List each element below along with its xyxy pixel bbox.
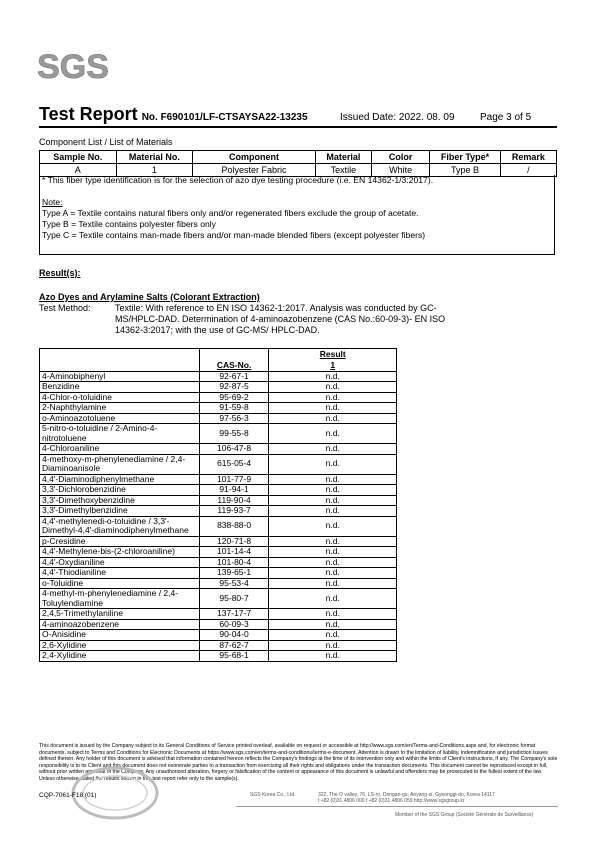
cas-number: 95-69-2 (199, 392, 269, 403)
substance-name: 4,4'-Diaminodiphenylmethane (40, 474, 200, 485)
cas-number: 92-67-1 (199, 371, 269, 382)
table-row (40, 413, 397, 424)
substance-name: 5-nitro-o-toluidine / 2-Amino-4-nitrotoluene (40, 424, 200, 444)
col-material: Material (315, 151, 371, 164)
cas-number: 101-14-4 (199, 547, 269, 558)
result-value: n.d. (269, 485, 397, 496)
col-remark: Remark (500, 151, 556, 164)
substance-name: O-Anisidine (40, 630, 200, 641)
cas-number: 99-55-8 (199, 424, 269, 444)
result-value: n.d. (269, 392, 397, 403)
table-row (40, 630, 397, 641)
azo-section-title: Azo Dyes and Arylamine Salts (Colorant Extraction) (39, 292, 260, 302)
component-list-title: Component List / List of Materials (39, 137, 173, 147)
cas-number: 97-56-3 (199, 413, 269, 424)
result-value: n.d. (269, 506, 397, 517)
header-divider (39, 126, 557, 128)
result-value: n.d. (269, 557, 397, 568)
result-value: n.d. (269, 630, 397, 641)
test-method-text: Textile: With reference to EN ISO 14362-1:2017. Analysis was conducted by GC-MS/HPLC-DAD. Determination of 4-aminoazobenzene (CAS No.:60-09-3)- EN ISO 14362-3:2017; with the use of GC-MS/ HPLC-DAD. (115, 303, 446, 335)
substance-name: 4,4'-Thiodianiline (40, 568, 200, 579)
note-type-c: Type C = Textile contains man-made fibers and/or man-made blended fibers (except polyester fibers) (42, 230, 426, 240)
substance-name: 4-methoxy-m-phenylenediamine / 2,4-Diaminoanisole (40, 454, 200, 474)
table-row (40, 547, 397, 558)
substance-name: 4,4'-Methylene-bis-(2-chloroaniline) (40, 547, 200, 558)
cas-number: 120-71-8 (199, 536, 269, 547)
cas-number: 101-77-9 (199, 474, 269, 485)
result-value: n.d. (269, 516, 397, 536)
table-row (40, 454, 397, 474)
result-value: n.d. (269, 371, 397, 382)
table-row (40, 651, 397, 662)
result-value: n.d. (269, 424, 397, 444)
substance-name: p-Cresidine (40, 536, 200, 547)
table-row (40, 578, 397, 589)
table-row (40, 485, 397, 496)
result-value: n.d. (269, 403, 397, 414)
table-row (40, 371, 397, 382)
fiber-type-notes (39, 175, 555, 255)
col-color: Color (372, 151, 430, 164)
cas-number: 95-68-1 (199, 651, 269, 662)
note-type-b: Type B = Textile contains polyester fibers only (42, 219, 216, 229)
cas-number: 87-62-7 (199, 640, 269, 651)
result-value: n.d. (269, 536, 397, 547)
fiber-footnote: * This fiber type identification is for the selection of azo dye testing procedure (i.e. EN 14362-1/3:2017). (42, 175, 434, 185)
cas-number: 838-88-0 (199, 516, 269, 536)
report-title (39, 104, 308, 125)
substance-name: Benzidine (40, 382, 200, 393)
report-number: No. F690101/LF-CTSAYSA22-13235 (141, 112, 308, 123)
result-value: n.d. (269, 578, 397, 589)
substance-name: 4,4'-methylenedi-o-toluidine / 3,3'-Dimethyl-4,4'-diaminodiphenylmethane (40, 516, 200, 536)
cell-component: Polyester Fabric (193, 164, 316, 177)
table-row (40, 424, 397, 444)
cas-number: 95-80-7 (199, 589, 269, 609)
result-value: n.d. (269, 651, 397, 662)
issued-date: Issued Date: 2022. 08. 09 (340, 112, 455, 123)
svg-text:SGS: SGS (37, 48, 109, 86)
substance-name: 4-Aminobiphenyl (40, 371, 200, 382)
note-type-a: Type A = Textile contains natural fibers only and/or regenerated fibers exclude the group of acetate. (42, 208, 419, 218)
substance-name: 3,3'-Dimethylbenzidine (40, 506, 200, 517)
table-row (40, 474, 397, 485)
col-material-no: Material No. (116, 151, 193, 164)
report-title-text: Test Report (39, 104, 138, 124)
cas-number: 60-09-3 (199, 619, 269, 630)
substance-name: 4,4'-Oxydianiline (40, 557, 200, 568)
col-sample-no: Sample No. (40, 151, 117, 164)
cell-material: Textile (315, 164, 371, 177)
footer-member: Member of the SGS Group (Société Générale de Surveillance) (395, 812, 534, 818)
form-code: CQP-7061-F18 (01) (39, 792, 97, 799)
substance-name: 3,3'-Dimethoxybenzidine (40, 495, 200, 506)
result-value: n.d. (269, 609, 397, 620)
component-header-row (40, 151, 557, 164)
result-header: Result (269, 349, 397, 362)
cell-fiber-type: Type B (430, 164, 501, 177)
cell-sample-no: A (40, 164, 117, 177)
legal-disclaimer: This document is issued by the Company subject to its General Conditions of Service printed overleaf, available on request or accessible at http://www.sgs.com/en/Terms-and-Conditions.aspx and, for electronic format documents, subject to Terms and Conditions for Electronic Documents at https://www.sgs.com/en/terms-and-conditions/terms-e-document. Attention is drawn to the limitation of liability, indemnification and jurisdiction issues defined therein. Any holder of this document is advised that information contained hereon reflects the Company's findings at the time of its intervention only and within the limits of Client's instructions, if any. The Company's sole responsibility is to its Client and this document does not exonerate parties to a transaction from exercising all their rights and obligations under the transaction documents. This document cannot be reproduced except in full, without prior written approval of the Company. Any unauthorized alteration, forgery or falsification of the content or appearance of this document is unlawful and offenders may be prosecuted to the fullest extent of the law. Unless otherwise stated the results shown in this test report refer only to the sample(s). (39, 743, 558, 782)
result-value: n.d. (269, 619, 397, 630)
cell-material-no: 1 (116, 164, 193, 177)
table-row (40, 382, 397, 393)
cell-remark: / (500, 164, 556, 177)
footer-address-line: 322, The O valley, 76, LS-ro, Dongan-gu, Anyang-si, Gyeonggi-do, Korea 14117 (318, 792, 495, 798)
table-row (40, 619, 397, 630)
cas-number: 92-87-5 (199, 382, 269, 393)
cas-number: 101-80-4 (199, 557, 269, 568)
note-label: Note: (42, 197, 63, 207)
result-value: n.d. (269, 474, 397, 485)
table-row (40, 640, 397, 651)
results-heading: Result(s): (39, 268, 81, 278)
table-row (40, 506, 397, 517)
col-fiber-type: Fiber Type* (430, 151, 501, 164)
footer-company: SGS Korea Co., Ltd. (250, 792, 296, 798)
cas-number: 137-17-7 (199, 609, 269, 620)
result-value: n.d. (269, 454, 397, 474)
azo-results-table (39, 348, 397, 662)
result-value: n.d. (269, 547, 397, 558)
footer-contact-line: t +82 (0)31 4806 000 f +82 (0)31 4806 059 http://www.sgsgroup.kr (318, 798, 465, 804)
result-value: n.d. (269, 444, 397, 455)
substance-name: 2,4-Xylidine (40, 651, 200, 662)
substance-name: 2,4,5-Trimethylaniline (40, 609, 200, 620)
substance-name: 4-Chloroaniline (40, 444, 200, 455)
page-number: Page 3 of 5 (480, 112, 532, 123)
result-value: n.d. (269, 640, 397, 651)
substance-name: 4-methyl-m-phenylenediamine / 2,4-Toluylendiamine (40, 589, 200, 609)
table-row (40, 568, 397, 579)
substance-name: 4-aminoazobenzene (40, 619, 200, 630)
sgs-logo (37, 44, 109, 88)
results-header-row-2 (40, 361, 397, 371)
cas-number: 95-53-4 (199, 578, 269, 589)
table-row (40, 516, 397, 536)
cell-color: White (372, 164, 430, 177)
sample-col-header: 1 (269, 361, 397, 371)
cas-number: 91-94-1 (199, 485, 269, 496)
table-row (40, 495, 397, 506)
cas-number: 615-05-4 (199, 454, 269, 474)
result-value: n.d. (269, 413, 397, 424)
footer-divider (236, 806, 558, 807)
test-method-label: Test Method: (39, 303, 91, 313)
result-value: n.d. (269, 568, 397, 579)
cas-number: 119-90-4 (199, 495, 269, 506)
table-row (40, 557, 397, 568)
substance-name: 2-Naphthylamine (40, 403, 200, 414)
cas-number: 91-59-8 (199, 403, 269, 414)
substance-name: o-Toluidine (40, 578, 200, 589)
table-row (40, 536, 397, 547)
col-component: Component (193, 151, 316, 164)
table-row (40, 392, 397, 403)
result-value: n.d. (269, 382, 397, 393)
cas-header: CAS-No. (199, 361, 269, 371)
result-value: n.d. (269, 589, 397, 609)
cas-number: 139-65-1 (199, 568, 269, 579)
cas-number: 106-47-8 (199, 444, 269, 455)
substance-name: o-Aminoazotoluene (40, 413, 200, 424)
result-value: n.d. (269, 495, 397, 506)
table-row (40, 403, 397, 414)
component-table (39, 150, 557, 177)
substance-name: 2,6-Xylidine (40, 640, 200, 651)
table-row (40, 444, 397, 455)
table-row (40, 609, 397, 620)
table-row (40, 589, 397, 609)
footer-address (318, 792, 558, 804)
cas-number: 119-93-7 (199, 506, 269, 517)
substance-name: 4-Chlor-o-toluidine (40, 392, 200, 403)
substance-name: 3,3'-Dichlorobenzidine (40, 485, 200, 496)
cas-number: 90-04-0 (199, 630, 269, 641)
